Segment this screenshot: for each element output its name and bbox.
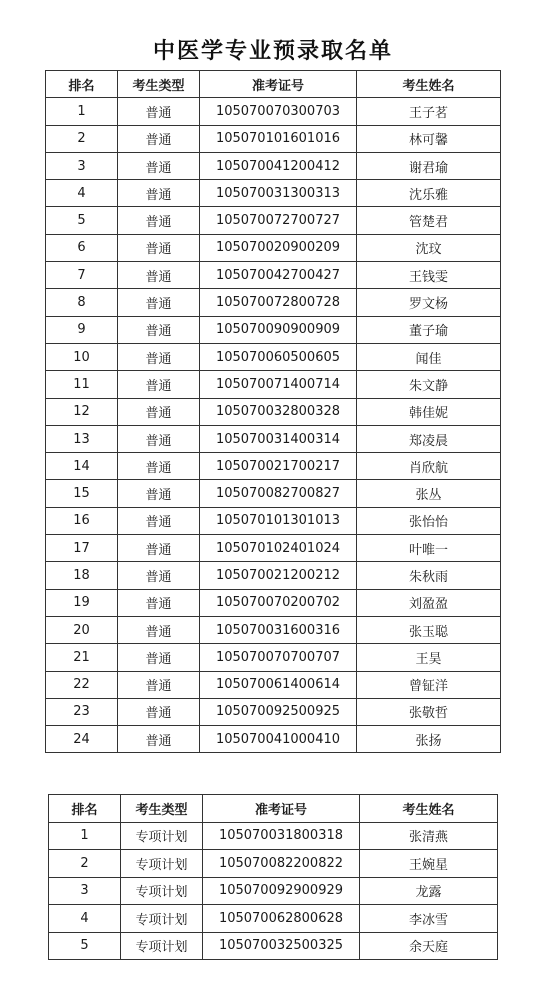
table-row (46, 726, 501, 753)
cell-rank: 3 (49, 877, 121, 905)
table-row (46, 289, 501, 316)
cell-rank: 1 (46, 98, 118, 125)
page-title: 中医学专业预录取名单 (152, 39, 393, 64)
cell-exam-id: 105070060500605 (200, 343, 357, 370)
cell-rank: 1 (49, 822, 121, 850)
cell-candidate-name: 张怡怡 (357, 507, 501, 534)
cell-exam-id: 105070031800318 (203, 822, 360, 850)
cell-rank: 4 (46, 180, 118, 207)
cell-exam-id: 105070070300703 (200, 98, 357, 125)
cell-exam-id: 105070082200822 (203, 850, 360, 878)
cell-candidate-name: 林可馨 (357, 125, 501, 152)
cell-exam-id: 105070071400714 (200, 371, 357, 398)
table-row (46, 562, 501, 589)
cell-candidate-name: 余天庭 (360, 932, 498, 960)
header-candidate-type: 考生类型 (121, 795, 203, 823)
cell-rank: 19 (46, 589, 118, 616)
cell-candidate-type: 普通 (118, 726, 200, 753)
table-row (46, 507, 501, 534)
cell-candidate-type: 普通 (118, 316, 200, 343)
cell-candidate-name: 肖欣航 (357, 453, 501, 480)
cell-candidate-name: 沈乐雅 (357, 180, 501, 207)
cell-exam-id: 105070101601016 (200, 125, 357, 152)
cell-rank: 18 (46, 562, 118, 589)
cell-exam-id: 105070031400314 (200, 425, 357, 452)
table-row (46, 98, 501, 125)
cell-candidate-type: 普通 (118, 562, 200, 589)
table-row (46, 343, 501, 370)
cell-candidate-name: 张丛 (357, 480, 501, 507)
table-row (49, 822, 498, 850)
cell-rank: 13 (46, 425, 118, 452)
special-plan-table (48, 794, 498, 960)
cell-rank: 4 (49, 905, 121, 933)
cell-candidate-type: 专项计划 (121, 932, 203, 960)
cell-exam-id: 105070092900929 (203, 877, 360, 905)
cell-candidate-name: 李冰雪 (360, 905, 498, 933)
cell-candidate-name: 张敬哲 (357, 698, 501, 725)
cell-rank: 20 (46, 616, 118, 643)
cell-candidate-name: 刘盈盈 (357, 589, 501, 616)
cell-candidate-name: 罗文杨 (357, 289, 501, 316)
cell-candidate-name: 王子茗 (357, 98, 501, 125)
cell-rank: 10 (46, 343, 118, 370)
cell-candidate-name: 董子瑜 (357, 316, 501, 343)
cell-candidate-name: 管楚君 (357, 207, 501, 234)
header-candidate-name: 考生姓名 (360, 795, 498, 823)
cell-candidate-name: 张清燕 (360, 822, 498, 850)
cell-candidate-type: 普通 (118, 289, 200, 316)
cell-exam-id: 105070042700427 (200, 262, 357, 289)
cell-exam-id: 105070102401024 (200, 535, 357, 562)
table-row (46, 698, 501, 725)
table-header-row (49, 795, 498, 823)
cell-exam-id: 105070021200212 (200, 562, 357, 589)
cell-exam-id: 105070031600316 (200, 616, 357, 643)
cell-candidate-type: 普通 (118, 398, 200, 425)
table-row (46, 589, 501, 616)
cell-rank: 15 (46, 480, 118, 507)
cell-rank: 22 (46, 671, 118, 698)
cell-candidate-type: 普通 (118, 480, 200, 507)
cell-exam-id: 105070041000410 (200, 726, 357, 753)
cell-exam-id: 105070072700727 (200, 207, 357, 234)
table-row (46, 671, 501, 698)
header-exam-id: 准考证号 (200, 71, 357, 98)
cell-exam-id: 105070032800328 (200, 398, 357, 425)
cell-exam-id: 105070032500325 (203, 932, 360, 960)
table-row (46, 535, 501, 562)
cell-rank: 14 (46, 453, 118, 480)
cell-rank: 8 (46, 289, 118, 316)
table-row (46, 425, 501, 452)
special-table-body (49, 822, 498, 960)
table-row (46, 453, 501, 480)
general-admission-table (45, 70, 501, 753)
cell-candidate-name: 张玉聪 (357, 616, 501, 643)
table-row (49, 850, 498, 878)
cell-candidate-name: 朱秋雨 (357, 562, 501, 589)
table-row (46, 398, 501, 425)
cell-candidate-type: 普通 (118, 371, 200, 398)
cell-rank: 12 (46, 398, 118, 425)
cell-rank: 21 (46, 644, 118, 671)
cell-candidate-type: 普通 (118, 671, 200, 698)
table-header-row (46, 71, 501, 98)
header-rank: 排名 (49, 795, 121, 823)
cell-candidate-name: 叶唯一 (357, 535, 501, 562)
cell-candidate-type: 普通 (118, 262, 200, 289)
cell-exam-id: 105070082700827 (200, 480, 357, 507)
general-table-body (46, 98, 501, 753)
table-row (46, 152, 501, 179)
cell-rank: 5 (49, 932, 121, 960)
cell-exam-id: 105070020900209 (200, 234, 357, 261)
cell-candidate-name: 王婉星 (360, 850, 498, 878)
cell-candidate-type: 普通 (118, 616, 200, 643)
cell-candidate-type: 普通 (118, 180, 200, 207)
cell-rank: 9 (46, 316, 118, 343)
cell-candidate-type: 普通 (118, 343, 200, 370)
cell-exam-id: 105070092500925 (200, 698, 357, 725)
header-candidate-name: 考生姓名 (357, 71, 501, 98)
table-row (46, 125, 501, 152)
cell-candidate-type: 专项计划 (121, 850, 203, 878)
table-row (46, 262, 501, 289)
cell-rank: 23 (46, 698, 118, 725)
cell-rank: 7 (46, 262, 118, 289)
table-row (49, 905, 498, 933)
cell-candidate-name: 王钱雯 (357, 262, 501, 289)
cell-candidate-type: 专项计划 (121, 905, 203, 933)
cell-candidate-type: 专项计划 (121, 877, 203, 905)
cell-candidate-type: 普通 (118, 453, 200, 480)
cell-exam-id: 105070090900909 (200, 316, 357, 343)
cell-candidate-name: 韩佳妮 (357, 398, 501, 425)
cell-rank: 2 (46, 125, 118, 152)
cell-candidate-name: 谢君瑜 (357, 152, 501, 179)
cell-exam-id: 105070062800628 (203, 905, 360, 933)
header-candidate-type: 考生类型 (118, 71, 200, 98)
table-row (49, 932, 498, 960)
cell-candidate-name: 朱文静 (357, 371, 501, 398)
table-row (46, 616, 501, 643)
cell-candidate-name: 龙露 (360, 877, 498, 905)
table-row (46, 644, 501, 671)
cell-exam-id: 105070070200702 (200, 589, 357, 616)
cell-candidate-type: 普通 (118, 125, 200, 152)
header-rank: 排名 (46, 71, 118, 98)
table-row (46, 316, 501, 343)
cell-candidate-type: 普通 (118, 98, 200, 125)
cell-candidate-name: 沈玟 (357, 234, 501, 261)
cell-rank: 24 (46, 726, 118, 753)
table-row (46, 234, 501, 261)
cell-rank: 6 (46, 234, 118, 261)
cell-rank: 17 (46, 535, 118, 562)
cell-candidate-name: 郑凌晨 (357, 425, 501, 452)
cell-candidate-type: 普通 (118, 644, 200, 671)
cell-candidate-type: 普通 (118, 507, 200, 534)
cell-rank: 2 (49, 850, 121, 878)
cell-rank: 11 (46, 371, 118, 398)
table-row (49, 877, 498, 905)
header-exam-id: 准考证号 (203, 795, 360, 823)
cell-candidate-type: 普通 (118, 234, 200, 261)
cell-candidate-name: 闻佳 (357, 343, 501, 370)
cell-candidate-type: 普通 (118, 207, 200, 234)
cell-candidate-type: 专项计划 (121, 822, 203, 850)
cell-rank: 3 (46, 152, 118, 179)
cell-exam-id: 105070101301013 (200, 507, 357, 534)
cell-candidate-name: 张扬 (357, 726, 501, 753)
cell-exam-id: 105070021700217 (200, 453, 357, 480)
cell-candidate-name: 王昊 (357, 644, 501, 671)
table-row (46, 207, 501, 234)
cell-candidate-type: 普通 (118, 152, 200, 179)
cell-candidate-type: 普通 (118, 698, 200, 725)
cell-exam-id: 105070070700707 (200, 644, 357, 671)
table-row (46, 480, 501, 507)
cell-exam-id: 105070041200412 (200, 152, 357, 179)
cell-candidate-name: 曾钲洋 (357, 671, 501, 698)
cell-rank: 5 (46, 207, 118, 234)
table-row (46, 180, 501, 207)
table-row (46, 371, 501, 398)
cell-rank: 16 (46, 507, 118, 534)
cell-exam-id: 105070031300313 (200, 180, 357, 207)
cell-candidate-type: 普通 (118, 589, 200, 616)
cell-exam-id: 105070061400614 (200, 671, 357, 698)
cell-candidate-type: 普通 (118, 535, 200, 562)
cell-exam-id: 105070072800728 (200, 289, 357, 316)
cell-candidate-type: 普通 (118, 425, 200, 452)
